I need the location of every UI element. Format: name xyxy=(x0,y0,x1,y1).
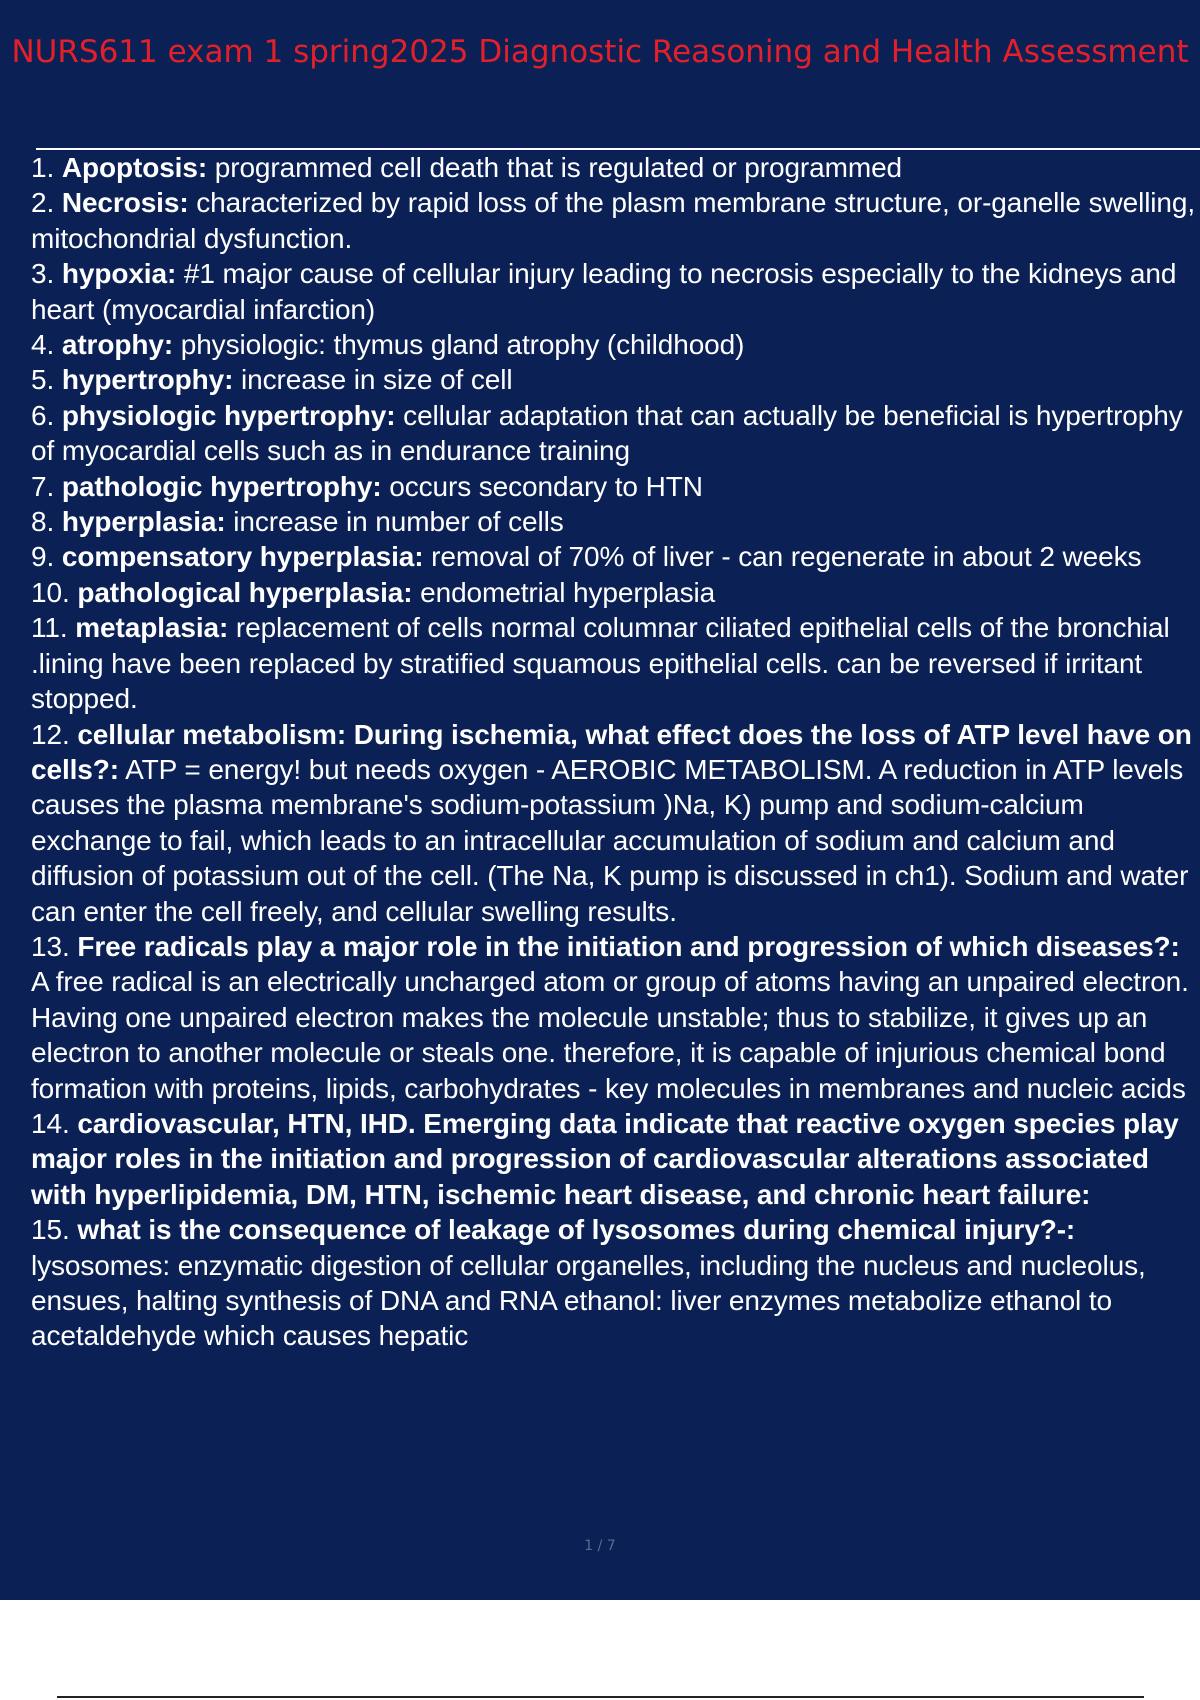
item-term: Necrosis: xyxy=(61,187,189,219)
list-item xyxy=(31,469,1200,504)
item-term: hypertrophy: xyxy=(61,364,234,396)
list-item xyxy=(31,717,1200,929)
item-number: 6. xyxy=(31,399,55,431)
item-term: Free radicals play a major role in the initiation and progression of which diseases?: xyxy=(77,930,1180,962)
item-number: 4. xyxy=(31,329,55,361)
definition-list xyxy=(31,150,1200,1354)
item-number: 2. xyxy=(31,187,55,219)
list-item xyxy=(31,256,1200,327)
item-definition: A free radical is an electrically uncharged atom or group of atoms having an unpaired electron. Having one unpaired electron makes the molecule unstable; thus to stabilize, it gives up an electron to another molecule or steals one. therefore, it is capable of injurious chemical bond formation with proteins, lipids, carbohydrates - key molecules in membranes and nucleic acids xyxy=(31,966,1189,1104)
list-item xyxy=(31,185,1200,256)
item-term: compensatory hyperplasia: xyxy=(61,541,424,573)
item-term: metaplasia: xyxy=(75,612,229,644)
item-number: 9. xyxy=(31,541,55,573)
item-definition: lysosomes: enzymatic digestion of cellular organelles, including the nucleus and nucleolus, ensues, halting synthesis of DNA and RNA ethanol: liver enzymes metabolize ethanol to acetaldehyde which causes hepatic xyxy=(31,1249,1146,1352)
item-definition: programmed cell death that is regulated or programmed xyxy=(214,152,903,183)
list-item xyxy=(31,575,1200,610)
item-number: 11. xyxy=(31,612,68,644)
item-definition: cellular adaptation that can actually be beneficial is hypertrophy of myocardial cells such as in endurance training xyxy=(31,399,1183,467)
item-definition: characterized by rapid loss of the plasm membrane structure, or-ganelle swelling, mitochondrial dysfunction. xyxy=(31,187,1196,254)
list-item xyxy=(31,1212,1200,1354)
item-definition: physiologic: thymus gland atrophy (childhood) xyxy=(180,329,745,361)
item-definition: #1 major cause of cellular injury leading to necrosis especially to the kidneys and heart (myocardial infarction) xyxy=(31,258,1177,325)
list-item xyxy=(31,539,1200,574)
item-term: cardiovascular, HTN, IHD. Emerging data indicate that reactive oxygen species play major roles in the initiation and progression of cardiovascular alterations associated with hyperlipidemia, DM, HTN, ischemic heart disease, and chronic heart failure: xyxy=(31,1107,1179,1210)
item-term: Apoptosis: xyxy=(61,152,208,183)
list-item xyxy=(31,362,1200,397)
item-number: 10. xyxy=(31,576,70,608)
item-number: 14. xyxy=(31,1107,70,1139)
list-item xyxy=(31,150,1200,185)
page-number: 1 / 7 xyxy=(584,1538,616,1554)
item-definition: removal of 70% of liver - can regenerate in about 2 weeks xyxy=(431,541,1142,573)
item-definition: endometrial hyperplasia xyxy=(420,576,716,608)
item-number: 1. xyxy=(31,152,55,183)
item-number: 15. xyxy=(31,1214,70,1246)
list-item xyxy=(31,929,1200,1106)
document-title: NURS611 exam 1 spring2025 Diagnostic Reasoning and Health Assessment xyxy=(11,34,1189,70)
item-term: pathologic hypertrophy: xyxy=(61,470,382,502)
item-number: 8. xyxy=(31,506,55,538)
bottom-divider xyxy=(57,1696,1144,1698)
item-number: 3. xyxy=(31,258,55,290)
item-definition: occurs secondary to HTN xyxy=(389,470,703,502)
item-definition: replacement of cells normal columnar ciliated epithelial cells of the bronchial .lining have been replaced by stratified squamous epithelial cells. can be reversed if irritant stopped. xyxy=(31,612,1170,715)
item-term: what is the consequence of leakage of lysosomes during chemical injury?-: xyxy=(77,1214,1076,1246)
item-term: physiologic hypertrophy: xyxy=(61,399,396,431)
item-number: 7. xyxy=(31,470,55,502)
item-term: atrophy: xyxy=(61,329,174,361)
item-term: hyperplasia: xyxy=(61,506,226,538)
list-item xyxy=(31,398,1200,469)
item-definition: increase in number of cells xyxy=(233,506,564,538)
item-number: 5. xyxy=(31,364,55,396)
item-number: 12. xyxy=(31,718,70,750)
item-definition: ATP = energy! but needs oxygen - AEROBIC METABOLISM. A reduction in ATP levels causes the plasma membrane's sodium-potassium )Na, K) pump and sodium-calcium exchange to fail, which leads to an intracellular accumulation of sodium and calcium and diffusion of potassium out of the cell. (The Na, K pump is discussed in ch1). Sodium and water can enter the cell freely, and cellular swelling results. xyxy=(31,753,1189,927)
item-term: hypoxia: xyxy=(61,258,177,290)
item-term: pathological hyperplasia: xyxy=(77,576,413,608)
item-number: 13. xyxy=(31,930,70,962)
list-item xyxy=(31,610,1200,716)
item-term: cellular metabolism: During ischemia, what effect does the loss of ATP level have on cells?: xyxy=(31,718,1192,785)
list-item xyxy=(31,1106,1200,1212)
list-item xyxy=(31,504,1200,539)
list-item xyxy=(31,327,1200,362)
item-definition: increase in size of cell xyxy=(241,364,513,396)
